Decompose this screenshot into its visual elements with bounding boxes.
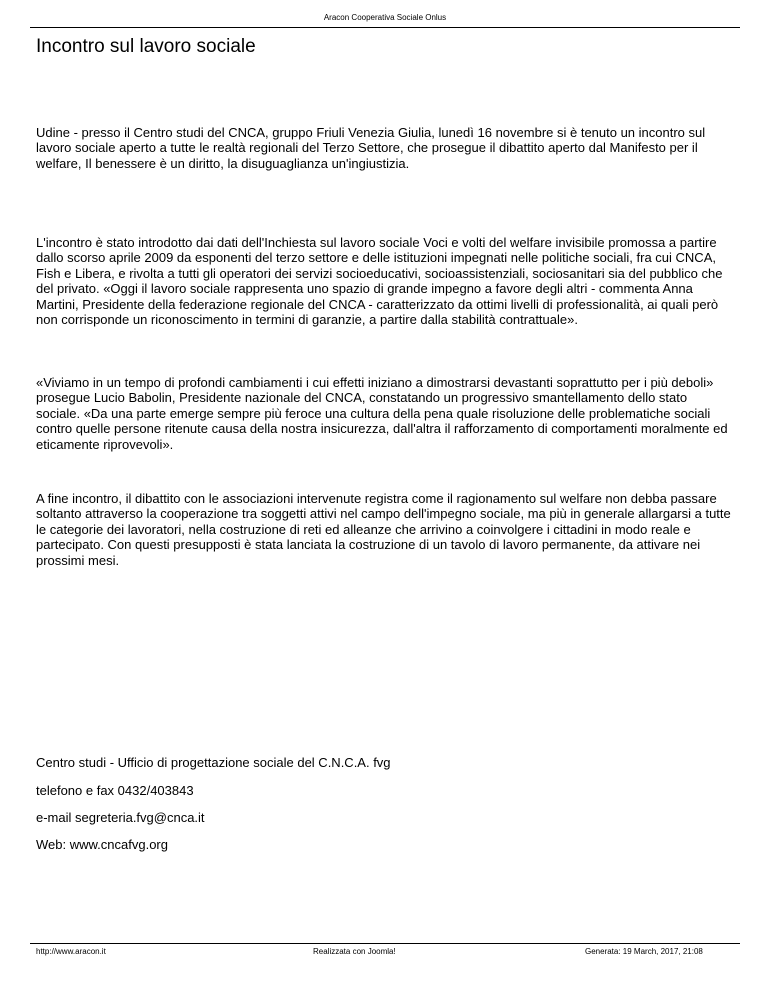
contact-email: e-mail segreteria.fvg@cnca.it — [36, 810, 205, 825]
contact-office: Centro studi - Ufficio di progettazione sociale del C.N.C.A. fvg — [36, 755, 391, 770]
footer-url: http://www.aracon.it — [36, 947, 106, 956]
footer-divider — [30, 943, 740, 944]
article-paragraph-2: L'incontro è stato introdotto dai dati dell'Inchiesta sul lavoro sociale Voci e volti del welfare invisibile promossa a partire dallo scorso aprile 2009 da esponenti del terzo settore e delle istituzioni impegnati nelle politiche sociali, fra cui CNCA, Fish e Libera, e rivolta a tutti gli operatori dei servizi socioeducativi, socioassistenziali, sociosanitari sia del pubblico che del privato. «Oggi il lavoro sociale rappresenta uno spazio di grande impegno a favore degli altri - commenta Anna Martini, Presidente della federazione regionale del CNCA - caratterizzato da ottimi livelli di professionalità, ai quali però non corrisponde un riconoscimento in termini di garanzie, a partire dalla stabilità contrattuale». — [36, 235, 723, 328]
article-title: Incontro sul lavoro sociale — [36, 36, 256, 57]
header-divider — [30, 27, 740, 28]
contact-web: Web: www.cncafvg.org — [36, 837, 168, 852]
footer-credit: Realizzata con Joomla! — [313, 947, 396, 956]
article-paragraph-1: Udine - presso il Centro studi del CNCA, gruppo Friuli Venezia Giulia, lunedì 16 novembre si è tenuto un incontro sul lavoro sociale aperto a tutte le realtà regionali del Terzo Settore, che prosegue il dibattito aperto dal Manifesto per il welfare, Il benessere è un diritto, la disuguaglianza un'ingiustizia. — [36, 125, 706, 171]
article-paragraph-3: «Viviamo in un tempo di profondi cambiamenti i cui effetti iniziano a dimostrarsi devastanti soprattutto per i più deboli» prosegue Lucio Babolin, Presidente nazionale del CNCA, constatando un progressivo smantellamento dello stato sociale. «Da una parte emerge sempre più feroce una cultura della pena quale risoluzione delle problematiche sociali contro quelle persone ritenute causa della nostra insicurezza, dall'altra il rafforzamento di comportamenti moralmente ed eticamente riprovevoli». — [36, 375, 728, 452]
page-header: Aracon Cooperativa Sociale Onlus — [323, 13, 447, 22]
contact-phone: telefono e fax 0432/403843 — [36, 783, 194, 798]
footer-generated: Generata: 19 March, 2017, 21:08 — [585, 947, 703, 956]
article-paragraph-4: A fine incontro, il dibattito con le associazioni intervenute registra come il ragionamento sul welfare non debba passare soltanto attraverso la cooperazione tra soggetti attivi nel campo dell'impegno sociale, ma più in generale allargarsi a tutte le categorie dei lavoratori, nella costruzione di reti ed alleanze che arrivino a coinvolgere i cittadini in modo reale e partecipato. Con questi presupposti è stata lanciata la costruzione di un tavolo di lavoro permanente, da attivare nei prossimi mesi. — [36, 491, 731, 568]
